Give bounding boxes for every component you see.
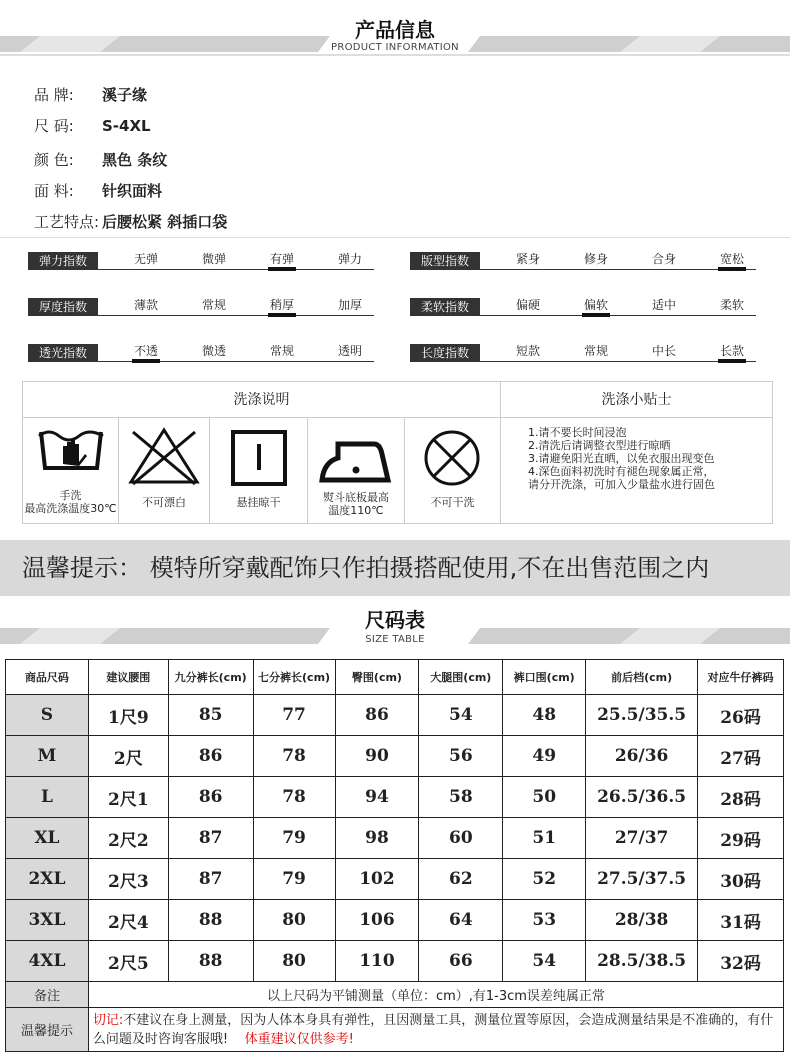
table-cell: 64 — [419, 900, 503, 941]
table-cell: 79 — [253, 859, 335, 900]
table-row — [6, 695, 784, 736]
table-cell: 66 — [419, 941, 503, 982]
note-label: 备注 — [6, 982, 89, 1008]
index-option: 微弹 — [201, 252, 226, 266]
index-option: 弹力 — [337, 252, 362, 266]
index-option: 加厚 — [337, 298, 362, 312]
index-scale-line — [480, 269, 756, 270]
table-row — [6, 736, 784, 777]
index-selected-marker — [582, 313, 610, 317]
table-header-cell: 建议腰围 — [88, 660, 168, 695]
table-cell: 77 — [253, 695, 335, 736]
index-option: 适中 — [651, 298, 676, 312]
wash-tip: 请分开洗涤，可加入少量盐水进行固色 — [528, 478, 715, 491]
table-cell: 1尺9 — [88, 695, 168, 736]
index-scale-line — [480, 361, 756, 362]
table-cell: 87 — [168, 818, 253, 859]
info-label: 工艺特点: — [34, 213, 100, 231]
table-cell: 88 — [168, 900, 253, 941]
table-row — [6, 859, 784, 900]
index-scale-line — [98, 315, 374, 316]
table-cell: 80 — [253, 941, 335, 982]
table-cell: 56 — [419, 736, 503, 777]
index-option: 宽松 — [719, 252, 744, 266]
table-cell: 52 — [503, 859, 586, 900]
size-label-cell: M — [6, 736, 89, 777]
table-cell: 31码 — [698, 900, 784, 941]
size-label-cell: 4XL — [6, 941, 89, 982]
warning-row — [6, 1008, 784, 1052]
wash-caption: 手洗 — [59, 489, 82, 502]
warning-text — [88, 1008, 783, 1052]
table-cell: 26/36 — [586, 736, 698, 777]
table-cell: 2尺 — [88, 736, 168, 777]
table-row — [6, 900, 784, 941]
table-header-cell: 七分裤长(cm) — [253, 660, 335, 695]
index-option: 偏硬 — [515, 298, 540, 312]
info-label: 尺 码: — [34, 117, 74, 135]
index-option: 中长 — [651, 344, 676, 358]
wash-tips-title: 洗涤小贴士 — [501, 382, 772, 418]
table-header-cell: 对应牛仔裤码 — [698, 660, 784, 695]
table-cell: 27码 — [698, 736, 784, 777]
table-cell: 79 — [253, 818, 335, 859]
info-label: 颜 色: — [34, 151, 74, 169]
table-cell: 25.5/35.5 — [586, 695, 698, 736]
size-table — [5, 659, 784, 1052]
table-cell: 26码 — [698, 695, 784, 736]
table-header-cell: 商品尺码 — [6, 660, 89, 695]
table-row — [6, 818, 784, 859]
table-cell: 94 — [335, 777, 419, 818]
warning-suffix: 体重建议仅供参考! — [244, 1031, 354, 1047]
index-option: 不透 — [133, 344, 158, 358]
index-option: 常规 — [201, 298, 226, 312]
size-table-banner — [0, 600, 790, 648]
size-label-cell: 3XL — [6, 900, 89, 941]
table-cell: 30码 — [698, 859, 784, 900]
table-cell: 2尺2 — [88, 818, 168, 859]
table-cell: 90 — [335, 736, 419, 777]
info-size — [34, 115, 151, 136]
wash-caption: 不可干洗 — [430, 496, 475, 509]
index-option: 透明 — [337, 344, 362, 358]
iron-icon — [308, 418, 405, 488]
table-cell: 53 — [503, 900, 586, 941]
table-cell: 80 — [253, 900, 335, 941]
table-cell: 48 — [503, 695, 586, 736]
divider — [0, 237, 790, 238]
table-cell: 78 — [253, 777, 335, 818]
info-value: S-4XL — [102, 117, 151, 135]
size-label-cell: S — [6, 695, 89, 736]
info-color — [34, 149, 167, 170]
index-option: 稍厚 — [269, 298, 294, 312]
wash-caption: 熨斗底板最高 — [323, 491, 389, 504]
index-label: 柔软指数 — [410, 298, 480, 316]
wash-title: 洗涤说明 — [23, 382, 501, 418]
table-cell: 32码 — [698, 941, 784, 982]
warning-body: 不建议在身上测量，因为人体本身具有弹性，且因测量工具，测量位置等原因，会造成测量结果是不准确的，有什么问题及时咨询客服哦! — [92, 1012, 774, 1047]
wash-tip: 2.清洗后请调整衣型进行晾晒 — [528, 439, 671, 452]
table-cell: 27/37 — [586, 818, 698, 859]
table-cell: 49 — [503, 736, 586, 777]
index-option: 常规 — [269, 344, 294, 358]
index-option: 紧身 — [515, 252, 540, 266]
wash-item-dryclean — [405, 418, 501, 524]
index-label: 长度指数 — [410, 344, 480, 362]
note-text: 以上尺码为平铺测量（单位：cm）,有1-3cm误差纯属正常 — [88, 982, 783, 1008]
info-value: 后腰松紧 斜插口袋 — [102, 213, 228, 231]
wash-tip: 4.深色面料初洗时有褪色现象属正常， — [528, 465, 715, 478]
table-cell: 54 — [503, 941, 586, 982]
wash-panel — [22, 381, 773, 524]
table-row — [6, 941, 784, 982]
wash-caption: 悬挂晾干 — [236, 496, 281, 509]
table-cell: 98 — [335, 818, 419, 859]
table-cell: 26.5/36.5 — [586, 777, 698, 818]
size-label-cell: L — [6, 777, 89, 818]
wash-caption: 温度110℃ — [328, 504, 384, 517]
note-row — [6, 982, 784, 1008]
warning-label: 温馨提示 — [6, 1008, 89, 1052]
table-cell: 86 — [168, 777, 253, 818]
product-info-banner — [0, 8, 790, 56]
table-cell: 2尺1 — [88, 777, 168, 818]
table-cell: 28/38 — [586, 900, 698, 941]
table-cell: 54 — [419, 695, 503, 736]
hang-dry-icon — [210, 418, 308, 488]
info-label: 面 料: — [34, 182, 74, 200]
index-option: 偏软 — [583, 298, 608, 312]
table-header-cell: 臀围(cm) — [335, 660, 419, 695]
index-option: 长款 — [719, 344, 744, 358]
table-header-cell: 大腿围(cm) — [419, 660, 503, 695]
index-label: 厚度指数 — [28, 298, 98, 316]
table-cell: 2尺3 — [88, 859, 168, 900]
wash-caption: 不可漂白 — [142, 496, 186, 509]
index-option: 薄款 — [133, 298, 158, 312]
index-label: 版型指数 — [410, 252, 480, 270]
banner-subtitle: PRODUCT INFORMATION — [331, 42, 459, 53]
banner-title: 尺码表 — [365, 608, 425, 632]
table-header-cell: 裤口围(cm) — [503, 660, 586, 695]
info-brand — [34, 84, 147, 105]
index-scale-line — [98, 269, 374, 270]
index-option: 无弹 — [133, 252, 158, 266]
table-cell: 110 — [335, 941, 419, 982]
table-cell: 28.5/38.5 — [586, 941, 698, 982]
table-header-row — [6, 660, 784, 695]
wash-item-hand — [23, 418, 119, 524]
wash-item-dry — [210, 418, 308, 524]
no-bleach-icon — [119, 418, 210, 488]
info-value: 针织面料 — [102, 182, 163, 200]
wash-tips — [528, 426, 715, 491]
info-value: 黑色 条纹 — [102, 151, 168, 169]
wash-tip: 3.请避免阳光直晒，以免衣服出现变色 — [528, 452, 715, 465]
table-cell: 2尺5 — [88, 941, 168, 982]
index-option: 合身 — [651, 252, 676, 266]
table-cell: 27.5/37.5 — [586, 859, 698, 900]
warning-prefix: 切记: — [92, 1012, 124, 1028]
table-cell: 2尺4 — [88, 900, 168, 941]
index-option: 短款 — [515, 344, 540, 358]
wash-item-bleach — [119, 418, 210, 524]
index-selected-marker — [718, 267, 746, 271]
index-option: 柔软 — [719, 298, 744, 312]
table-cell: 85 — [168, 695, 253, 736]
table-cell: 62 — [419, 859, 503, 900]
table-header-cell: 九分裤长(cm) — [168, 660, 253, 695]
table-cell: 78 — [253, 736, 335, 777]
index-label: 透光指数 — [28, 344, 98, 362]
size-label-cell: 2XL — [6, 859, 89, 900]
info-craft — [34, 211, 227, 232]
index-option: 微透 — [201, 344, 226, 358]
index-option: 修身 — [583, 252, 608, 266]
info-value: 溪子缘 — [102, 86, 148, 104]
info-label: 品 牌: — [34, 86, 74, 104]
table-cell: 50 — [503, 777, 586, 818]
table-cell: 106 — [335, 900, 419, 941]
wash-tip: 1.请不要长时间浸泡 — [528, 426, 627, 439]
table-cell: 58 — [419, 777, 503, 818]
size-label-cell: XL — [6, 818, 89, 859]
table-cell: 102 — [335, 859, 419, 900]
hand-wash-icon — [23, 418, 119, 488]
table-cell: 51 — [503, 818, 586, 859]
table-row — [6, 777, 784, 818]
table-cell: 87 — [168, 859, 253, 900]
index-scale-line — [480, 315, 756, 316]
notice-bar: 温馨提示： 模特所穿戴配饰只作拍摄搭配使用,不在出售范围之内 — [0, 540, 790, 596]
index-label: 弹力指数 — [28, 252, 98, 270]
banner-title: 产品信息 — [355, 18, 435, 42]
table-cell: 28码 — [698, 777, 784, 818]
index-selected-marker — [718, 359, 746, 363]
index-selected-marker — [268, 267, 296, 271]
table-header-cell: 前后档(cm) — [586, 660, 698, 695]
table-cell: 86 — [335, 695, 419, 736]
index-selected-marker — [268, 313, 296, 317]
index-option: 常规 — [583, 344, 608, 358]
banner-subtitle: SIZE TABLE — [365, 634, 425, 645]
index-option: 有弹 — [269, 252, 294, 266]
table-cell: 86 — [168, 736, 253, 777]
info-fabric — [34, 180, 162, 201]
index-selected-marker — [132, 359, 160, 363]
table-cell: 60 — [419, 818, 503, 859]
wash-caption: 最高洗涤温度30℃ — [24, 502, 117, 515]
table-cell: 88 — [168, 941, 253, 982]
table-cell: 29码 — [698, 818, 784, 859]
wash-item-iron — [308, 418, 405, 524]
no-dry-clean-icon — [405, 418, 501, 488]
